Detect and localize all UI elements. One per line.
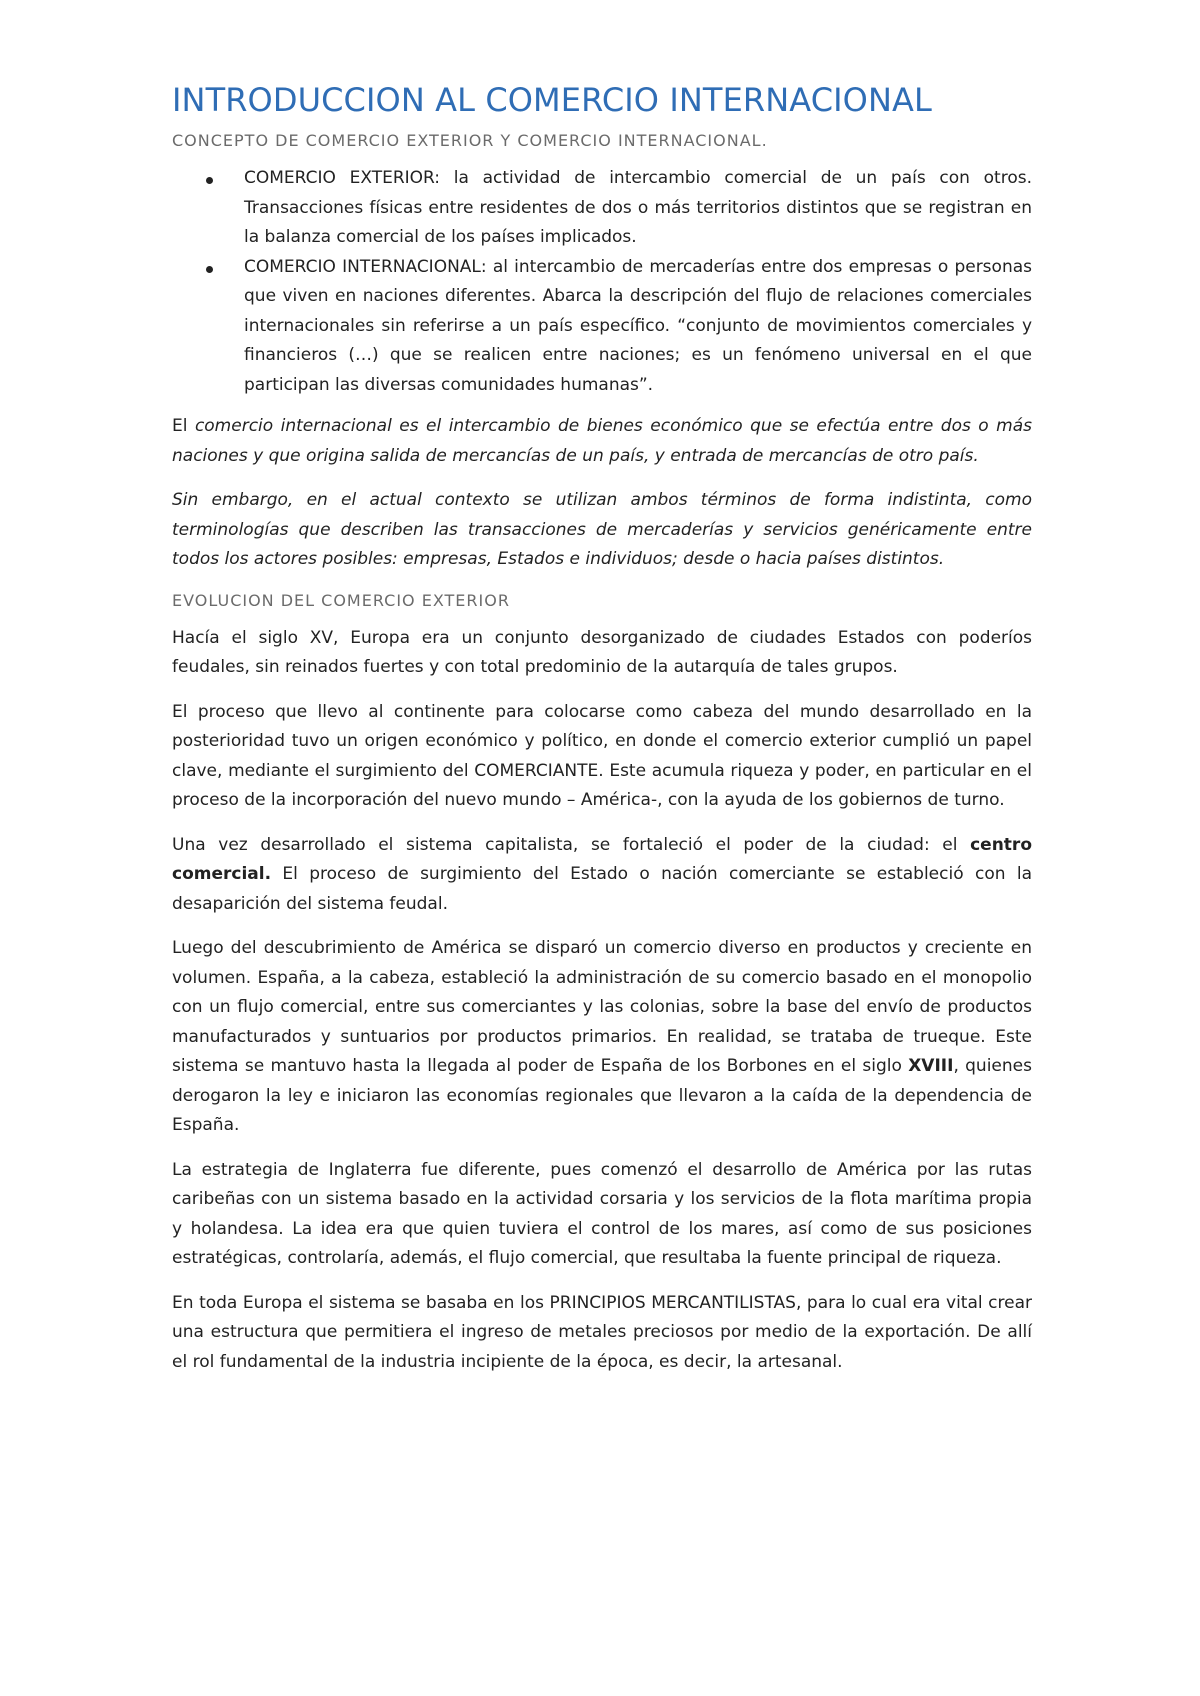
section-heading-evolucion: EVOLUCION DEL COMERCIO EXTERIOR <box>172 590 510 610</box>
paragraph-capitalista <box>172 831 1032 920</box>
paragraph-text: Luego del descubrimiento de América se disparó un comercio diverso en productos y creciente en volumen. España, a la cabeza, estableció la administración de su comercio basado en el monopolio con un flujo comercial, entre sus comerciantes y las colonias, sobre la base del envío de productos manufacturados y suntuarios por productos primarios. En realidad, se trataba de trueque. Este sistema se mantuvo hasta la llegada al poder de España de los Borbones en el siglo <box>172 938 1032 1076</box>
paragraph-bold: XVIII <box>908 1056 954 1076</box>
paragraph-mercantilistas: En toda Europa el sistema se basaba en los PRINCIPIOS MERCANTILISTAS, para lo cual era vital crear una estructura que permitiera el ingreso de metales preciosos por medio de la exportación. De allí el rol fundamental de la industria incipiente de la época, es decir, la artesanal. <box>172 1292 1032 1372</box>
document-title: INTRODUCCION AL COMERCIO INTERNACIONAL <box>172 81 932 119</box>
bullet-text-comercio-exterior: COMERCIO EXTERIOR: la actividad de intercambio comercial de un país con otros. Transacciones físicas entre residentes de dos o más territorios distintos que se registran en la balanza comercial de los países implicados. <box>244 168 1032 247</box>
definitions-list <box>172 164 1032 400</box>
paragraph-proceso: El proceso que llevo al continente para colocarse como cabeza del mundo desarrollado en la posterioridad tuvo un origen económico y político, en donde el comercio exterior cumplió un papel clave, mediante el surgimiento del COMERCIANTE. Este acumula riqueza y poder, en particular en el proceso de la incorporación del nuevo mundo – América-, con la ayuda de los gobiernos de turno. <box>172 701 1032 810</box>
paragraph-bold: centro comercial. <box>172 834 1032 884</box>
paragraph-descubrimiento <box>172 934 1032 1141</box>
bullet-icon <box>206 177 213 184</box>
list-item <box>172 164 1032 253</box>
paragraph-italic: comercio internacional es el intercambio de bienes económico que se efectúa entre dos o más naciones y que origina salida de mercancías de un país, y entrada de mercancías de otro país. <box>172 416 1032 466</box>
bullet-icon <box>206 266 213 273</box>
paragraph-definition <box>172 412 1032 471</box>
paragraph-inglaterra: La estrategia de Inglaterra fue diferente, pues comenzó el desarrollo de América por las rutas caribeñas con un sistema basado en la actividad corsaria y los servicios de la flota marítima propia y holandesa. La idea era que quien tuviera el control de los mares, así como de sus posiciones estratégicas, controlaría, además, el flujo comercial, que resultaba la fuente principal de riqueza. <box>172 1159 1032 1268</box>
paragraph-sin-embargo: Sin embargo, en el actual contexto se utilizan ambos términos de forma indistinta, como terminologías que describen las transacciones de mercaderías y servicios genéricamente entre todos los actores posibles: empresas, Estados e individuos; desde o hacia países distintos. <box>172 490 1032 569</box>
paragraph-text: Una vez desarrollado el sistema capitalista, se fortaleció el poder de la ciudad: el <box>172 834 971 855</box>
paragraph-lead: El <box>172 416 195 436</box>
paragraph-siglo-xv: Hacía el siglo XV, Europa era un conjunto desorganizado de ciudades Estados con poderíos feudales, sin reinados fuertes y con total predominio de la autarquía de tales grupos. <box>172 627 1032 677</box>
section-heading-concepto: CONCEPTO DE COMERCIO EXTERIOR Y COMERCIO INTERNACIONAL. <box>172 131 768 150</box>
paragraph-text: , quienes derogaron la ley e iniciaron las economías regionales que llevaron a la caída de la dependencia de España. <box>172 1056 1032 1135</box>
list-item <box>172 253 1032 401</box>
document-page <box>172 78 1032 1392</box>
paragraph-text: El proceso de surgimiento del Estado o nación comerciante se estableció con la desaparición del sistema feudal. <box>172 864 1032 914</box>
bullet-text-comercio-internacional: COMERCIO INTERNACIONAL: al intercambio de mercaderías entre dos empresas o personas que viven en naciones diferentes. Abarca la descripción del flujo de relaciones comerciales internacionales sin referirse a un país específico. “conjunto de movimientos comerciales y financieros (…) que se realicen entre naciones; es un fenómeno universal en el que participan las diversas comunidades humanas”. <box>244 256 1032 395</box>
